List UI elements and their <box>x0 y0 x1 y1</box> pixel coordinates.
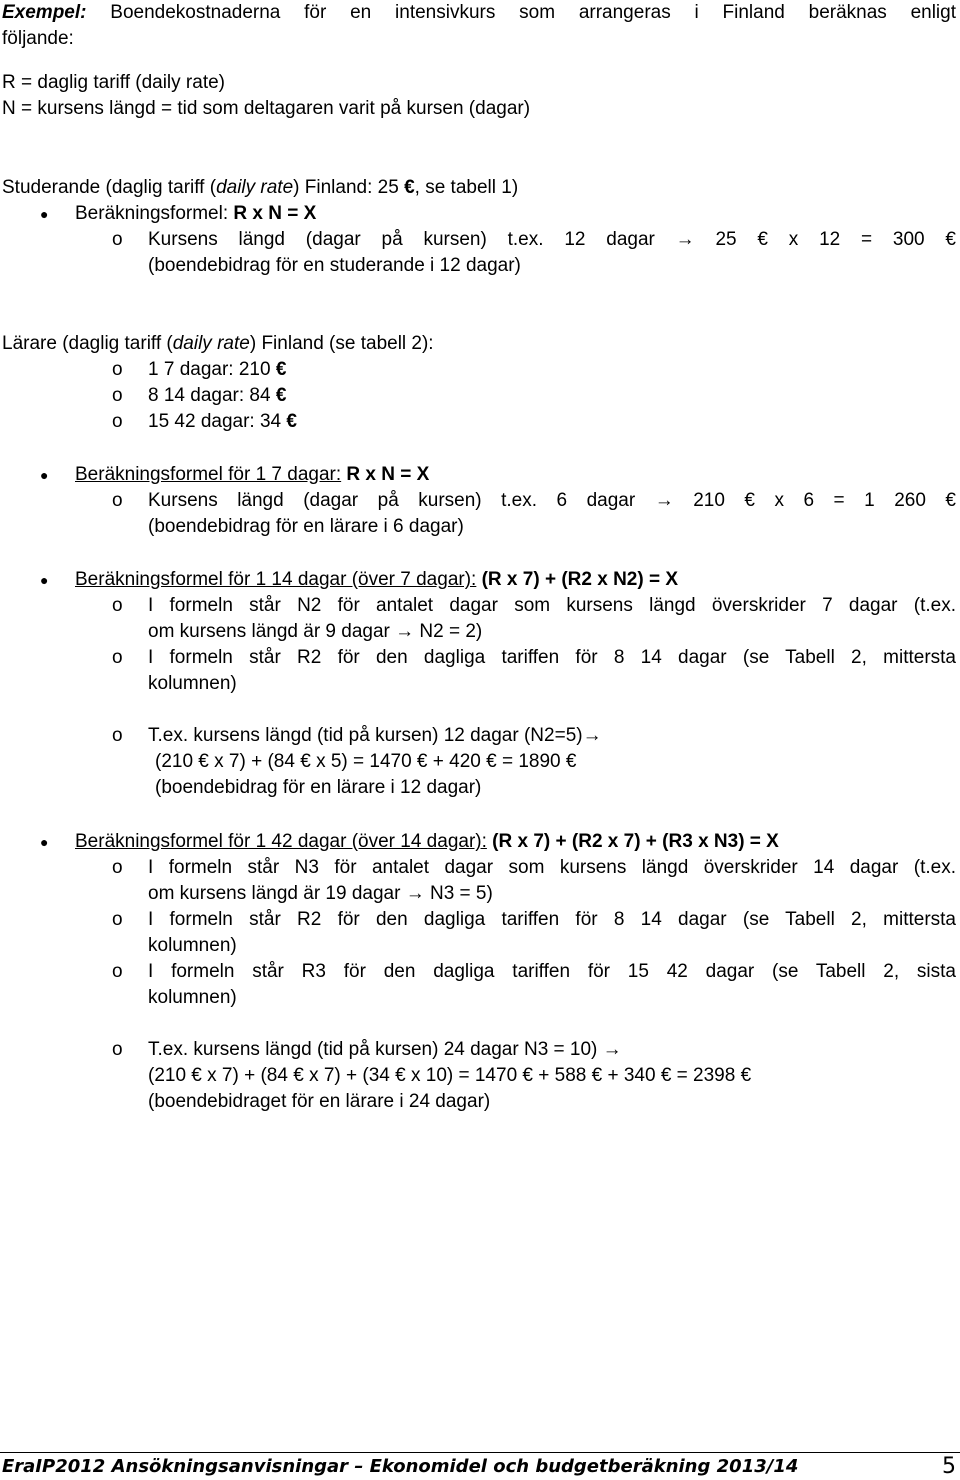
formula-1-14-example-line-1: T.ex. kursens längd (tid på kursen) 12 dagar (N2=5)→ <box>148 725 602 746</box>
formula-1-7-example-line-1: Kursens längd (dagar på kursen) t.ex. 6 dagar → 210 € x 6 = 1 260 € <box>148 490 956 511</box>
intro-line-1 <box>2 0 956 26</box>
formula-1-14-item-2-line-2: kolumnen) <box>148 673 237 694</box>
formula-1-14-example-line-3: (boendebidrag för en lärare i 12 dagar) <box>155 777 482 798</box>
intro-label: Exempel: <box>2 2 87 23</box>
formula-1-42-item-3-line-1: I formeln står R3 för den dagliga tariffen för 15 42 dagar (se Tabell 2, sista <box>148 961 956 982</box>
circle-bullet-icon: o <box>112 857 123 878</box>
definition-n: N = kursens längd = tid som deltagaren varit på kursen (dagar) <box>2 98 531 119</box>
circle-bullet-icon: o <box>112 359 123 380</box>
formula-1-14-example-line-2: (210 € x 7) + (84 € x 5) = 1470 € + 420 € = 1890 € <box>155 751 577 772</box>
formula-1-14-item-2-line-1: I formeln står R2 för den dagliga tariffen för 8 14 dagar (se Tabell 2, mittersta <box>148 647 956 668</box>
euro-icon: € <box>286 411 297 432</box>
circle-bullet-icon: o <box>112 595 123 616</box>
euro-icon: € <box>275 359 287 380</box>
footer-rule <box>0 1452 960 1453</box>
circle-bullet-icon: o <box>112 725 123 746</box>
intro-line-2: följande: <box>2 28 74 49</box>
formula-1-7-example-line-2: (boendebidrag för en lärare i 6 dagar) <box>148 516 464 537</box>
teachers-heading: Lärare (daglig tariff (daily rate) Finland (se tabell 2): <box>2 333 434 354</box>
formula-1-42-item-2-line-1: I formeln står R2 för den dagliga tariffen för 8 14 dagar (se Tabell 2, mittersta <box>148 909 956 930</box>
circle-bullet-icon: o <box>112 961 123 982</box>
circle-bullet-icon: o <box>112 1039 123 1060</box>
formula-1-42-example-line-1: T.ex. kursens längd (tid på kursen) 24 dagar N3 = 10) → <box>148 1039 622 1060</box>
definition-r: R = daglig tariff (daily rate) <box>2 72 225 93</box>
euro-icon: € <box>275 385 287 406</box>
circle-bullet-icon: o <box>112 411 123 432</box>
formula-1-42-example-line-3: (boendebidraget för en lärare i 24 dagar) <box>148 1091 491 1112</box>
page-footer <box>0 1452 960 1478</box>
teacher-tier-2: 8 14 dagar: 84 € <box>148 385 287 406</box>
circle-bullet-icon: o <box>112 490 123 511</box>
formula-1-14-item-1-line-1: I formeln står N2 för antalet dagar som kursens längd överskrider 7 dagar (t.ex. <box>148 595 956 616</box>
circle-bullet-icon: o <box>112 229 123 250</box>
circle-bullet-icon: o <box>112 909 123 930</box>
footer-text: EraIP2012 Ansökningsanvisningar – Ekonomidel och budgetberäkning 2013/14 <box>2 1456 799 1477</box>
formula-1-42-heading: Beräkningsformel för 1 42 dagar (över 14 dagar): (R x 7) + (R2 x 7) + (R3 x N3) = X <box>75 831 779 852</box>
formula-1-14-heading: Beräkningsformel för 1 14 dagar (över 7 dagar): (R x 7) + (R2 x N2) = X <box>75 569 679 590</box>
students-heading: Studerande (daglig tariff (daily rate) Finland: 25 €, se tabell 1) <box>2 177 519 198</box>
students-example-line-1: Kursens längd (dagar på kursen) t.ex. 12 dagar → 25 € x 12 = 300 € <box>148 229 956 250</box>
teacher-tier-3: 15 42 dagar: 34 € <box>148 411 297 432</box>
bullet-icon: ● <box>40 834 49 850</box>
formula-1-42-item-1-line-2: om kursens längd är 19 dagar → N3 = 5) <box>148 883 493 904</box>
bullet-icon: ● <box>40 206 49 222</box>
euro-icon: € <box>404 177 415 198</box>
students-formula: Beräkningsformel: R x N = X <box>75 203 317 224</box>
formula-1-42-example-line-2: (210 € x 7) + (84 € x 7) + (34 € x 10) = 1470 € + 588 € + 340 € = 2398 € <box>148 1065 752 1086</box>
formula-1-42-item-2-line-2: kolumnen) <box>148 935 237 956</box>
bullet-icon: ● <box>40 572 49 588</box>
formula-1-42-item-3-line-2: kolumnen) <box>148 987 237 1008</box>
page-number: 5 <box>942 1454 956 1479</box>
formula-1-42-item-1-line-1: I formeln står N3 för antalet dagar som kursens längd överskrider 14 dagar (t.ex. <box>148 857 956 878</box>
circle-bullet-icon: o <box>112 385 123 406</box>
students-example-line-2: (boendebidrag för en studerande i 12 dagar) <box>148 255 521 276</box>
formula-1-14-item-1-line-2: om kursens längd är 9 dagar → N2 = 2) <box>148 621 483 642</box>
teacher-tier-1: 1 7 dagar: 210 € <box>148 359 287 380</box>
intro-text: Boendekostnaderna för en intensivkurs som arrangeras i Finland beräknas enligt <box>86 2 956 23</box>
formula-1-7-heading: Beräkningsformel för 1 7 dagar: R x N = X <box>75 464 430 485</box>
circle-bullet-icon: o <box>112 647 123 668</box>
bullet-icon: ● <box>40 467 49 483</box>
